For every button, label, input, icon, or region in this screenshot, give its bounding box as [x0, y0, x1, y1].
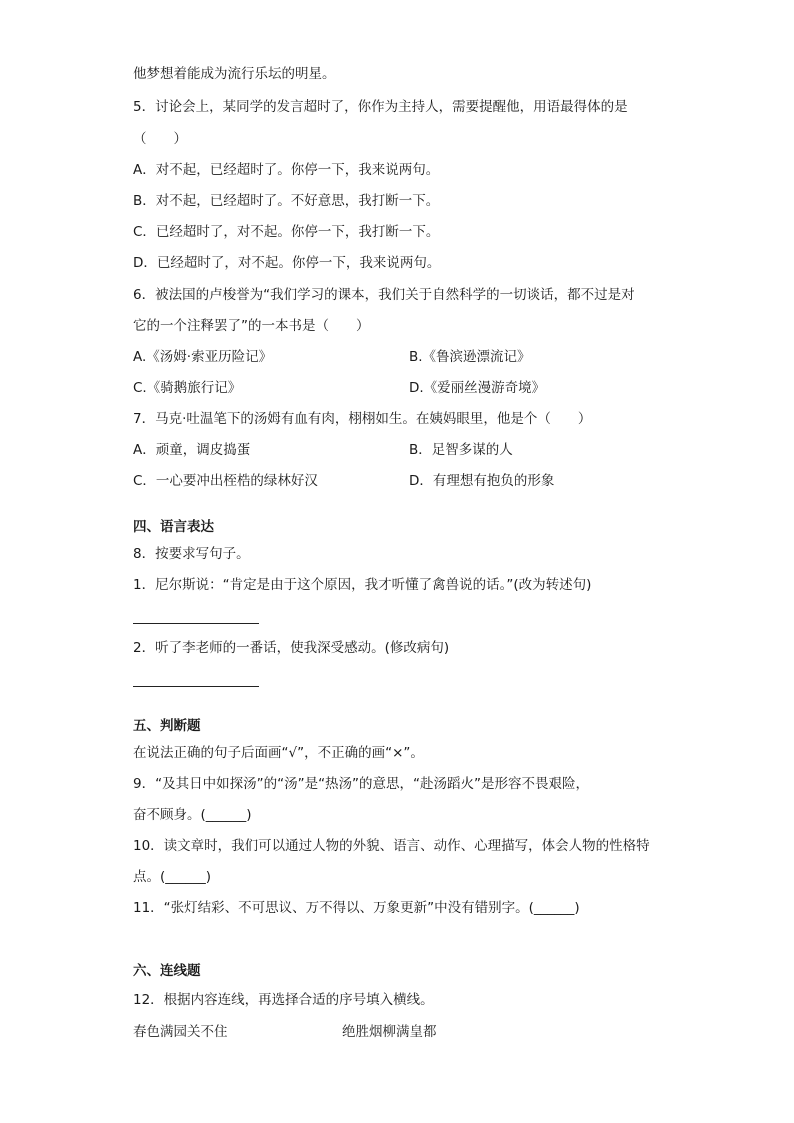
- option-5a: A．对不起，已经超时了。你停一下，我来说两句。: [133, 162, 440, 178]
- text-line: 他梦想着能成为流行乐坛的明星。: [133, 66, 336, 82]
- question-8-2: 2．听了李老师的一番话，使我深受感动。(修改病句): [133, 640, 450, 656]
- question-10-cont: 点。(______): [133, 869, 212, 885]
- answer-line: [133, 623, 259, 624]
- option-7b: B．足智多谋的人: [409, 442, 513, 458]
- section-heading-6: 六、连线题: [133, 963, 201, 979]
- question-8: 8．按要求写句子。: [133, 546, 250, 562]
- section-heading-5: 五、判断题: [133, 718, 201, 734]
- question-8-1: 1．尼尔斯说：“肯定是由于这个原因，我才听懂了禽兽说的话。”(改为转述句): [133, 577, 592, 593]
- question-10: 10．读文章时，我们可以通过人物的外貌、语言、动作、心理描写，体会人物的性格特: [133, 838, 650, 854]
- option-7d: D．有理想有抱负的形象: [409, 473, 555, 489]
- option-5c: C．已经超时了，对不起。你停一下，我打断一下。: [133, 224, 440, 240]
- question-7: 7．马克·吐温笔下的汤姆有血有肉，栩栩如生。在姨妈眼里，他是个（ ）: [133, 411, 592, 427]
- question-12: 12．根据内容连线，再选择合适的序号填入横线。: [133, 992, 434, 1008]
- question-6-cont: 它的一个注释罢了”的一本书是（ ）: [133, 318, 370, 334]
- question-5-blank: （ ）: [133, 131, 187, 147]
- match-item-right: 绝胜烟柳满皇都: [342, 1024, 437, 1040]
- option-5d: D．已经超时了，对不起。你停一下，我来说两句。: [133, 255, 441, 271]
- section-heading-4: 四、语言表达: [133, 519, 214, 535]
- option-7c: C．一心要冲出桎梏的绿林好汉: [133, 473, 318, 489]
- question-6: 6．被法国的卢梭誉为“我们学习的课本，我们关于自然科学的一切谈话，都不过是对: [133, 287, 635, 303]
- match-item-left: 春色满园关不住: [133, 1024, 228, 1040]
- question-11: 11．“张灯结彩、不可思议、万不得以、万象更新”中没有错别字。(______): [133, 900, 580, 916]
- option-6c: C.《骑鹅旅行记》: [133, 380, 242, 396]
- option-6d: D.《爱丽丝漫游奇境》: [409, 380, 546, 396]
- question-9: 9．“及其日中如探汤”的“汤”是“热汤”的意思，“赴汤蹈火”是形容不畏艰险，: [133, 776, 590, 792]
- answer-line: [133, 686, 259, 687]
- question-9-cont: 奋不顾身。(______): [133, 807, 252, 823]
- question-5: 5．讨论会上，某同学的发言超时了，你作为主持人，需要提醒他，用语最得体的是: [133, 99, 628, 115]
- option-6b: B.《鲁滨逊漂流记》: [409, 349, 531, 365]
- option-6a: A.《汤姆·索亚历险记》: [133, 349, 273, 365]
- option-7a: A．顽童，调皮捣蛋: [133, 442, 251, 458]
- section-5-instruction: 在说法正确的句子后面画“√”，不正确的画“×”。: [133, 745, 424, 761]
- option-5b: B．对不起，已经超时了。不好意思，我打断一下。: [133, 193, 440, 209]
